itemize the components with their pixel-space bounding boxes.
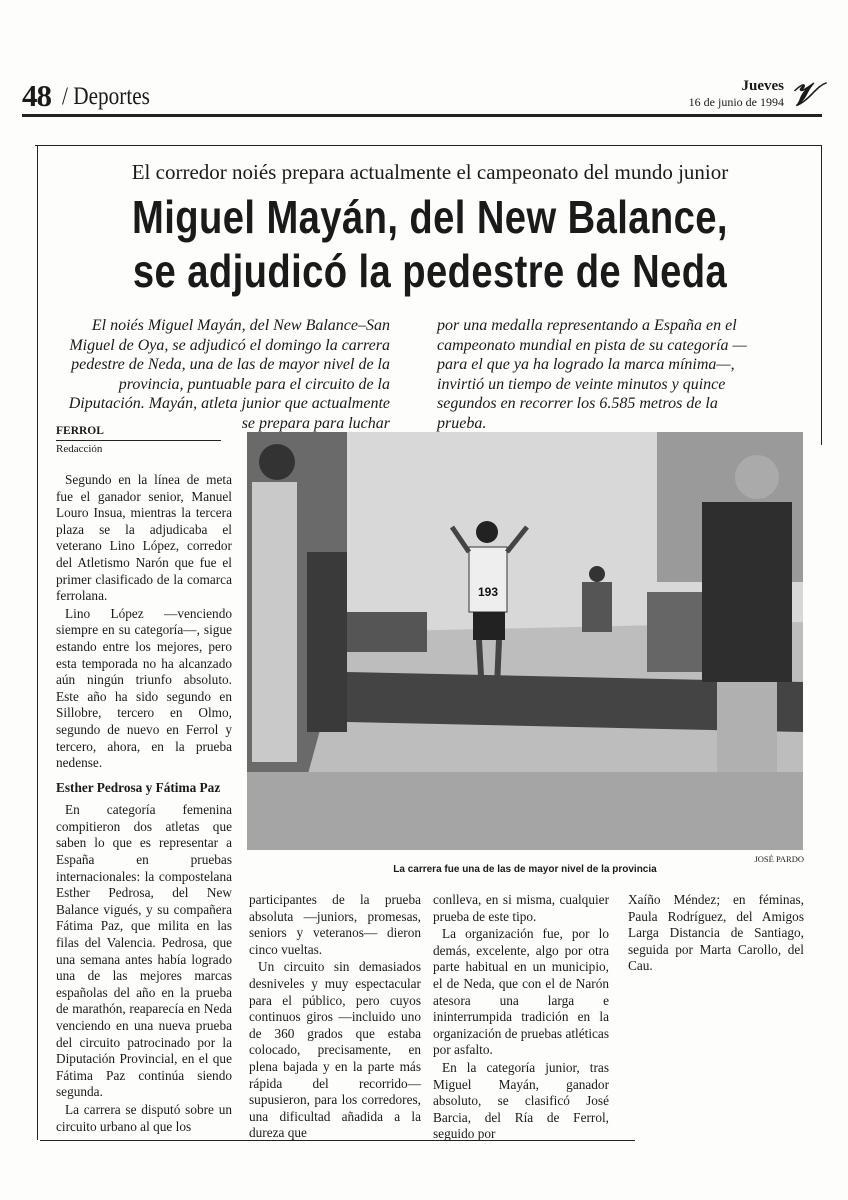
paragraph: En la categoría junior, tras Miguel Mayán, ganador absoluto, se clasificó José Barcia, del Ría de Ferrol, seguido por <box>433 1059 609 1142</box>
byline: Redacción <box>56 443 103 455</box>
lede-text: El noiés Miguel Mayán, del New Balance–San Miguel de Oya, se adjudicó el domingo la carrera pedestre de Neda, una de las de mayor nivel de la provincia, puntuable para el circuito de la Diputación. Mayán, atleta junior que actualmente se prepara para luchar <box>68 317 390 432</box>
paragraph: Lino López —venciendo siempre en su categoría—, sigue estando entre los mejores, pero esta temporada no ha alcanzado aún ningún triunfo absoluto. Este año ha sido segundo en Sillobre, tercero en Olmo, segundo de nuevo en Ferrol y tercero, ahora, en la prueba nedense. <box>56 605 232 771</box>
page-number: 48 <box>22 78 51 113</box>
frame-right <box>821 145 822 445</box>
issue-date: 16 de junio de 1994 <box>688 95 784 109</box>
column-2 <box>249 892 421 1143</box>
paragraph: Un circuito sin demasiados desniveles y muy espectacular para el público, pero cuyos continuos giros —incluido uno de 360 grados que estaba colocado, precisamente, en plena bajada y en la parte más rápida del recorrido— supusieron, para los corredores, una dificultad añadida a la dureza que <box>249 959 421 1141</box>
bib-number: 193 <box>477 585 499 599</box>
header-rule <box>22 114 822 117</box>
paragraph: conlleva, en si misma, cualquier prueba de este tipo. <box>433 892 609 924</box>
paragraph: Xaíño Méndez; en féminas, Paula Rodríguez, del Amigos Larga Distancia de Santiago, seguida por Marta Carollo, del Cau. <box>628 892 804 974</box>
column-1 <box>56 472 232 1136</box>
lede-left <box>55 316 390 433</box>
paragraph: participantes de la prueba absoluta —juniors, promesas, seniors y veteranos— dieron cinco vueltas. <box>249 892 421 957</box>
frame-top <box>35 145 822 146</box>
newspaper-logo: 𝒱 <box>790 76 817 112</box>
dateline: FERROL <box>56 425 104 437</box>
race-photo-image <box>247 432 803 850</box>
kicker: El corredor noiés prepara actualmente el campeonato del mundo junior <box>131 160 729 184</box>
headline-line-1: Miguel Mayán, del New Balance, <box>132 191 728 243</box>
photo-credit: JOSÉ PARDO <box>754 854 804 864</box>
subheading: Esther Pedrosa y Fátima Paz <box>56 779 221 795</box>
byline-rule <box>56 440 221 441</box>
issue-day: Jueves <box>741 78 784 94</box>
paragraph: La carrera se disputó sobre un circuito urbano al que los <box>56 1101 232 1134</box>
headline-line-2: se adjudicó la pedestre de Neda <box>132 245 728 297</box>
column-3 <box>433 892 609 1144</box>
photo-caption: La carrera fue una de las de mayor nivel de la provincia <box>393 864 657 875</box>
race-photo <box>247 432 803 850</box>
frame-left <box>37 145 38 1140</box>
paragraph: Segundo en la línea de meta fue el ganador senior, Manuel Louro Insua, mientras la tercera plaza se la adjudicaba el veterano Lino López, corredor del Atletismo Narón que fue el primer clasificado de la comarca ferrolana. <box>56 472 232 604</box>
paragraph: En categoría femenina compitieron dos atletas que saben lo que es representar a España en pruebas internacionales: la compostelana Esther Pedrosa, del New Balance vigués, y su compañera Fátima Paz, que milita en las filas del Valencia. Pedrosa, que una semana antes había logrado una de las mejores marcas españolas del año en la prueba de marathón, reaparecía en Neda venciendo en una nueva prueba del circuito patrocinado por la Diputación Provincial, en el que Fátima Paz continúa siendo segunda. <box>56 802 232 1100</box>
paragraph: La organización fue, por lo demás, excelente, algo por otra parte habitual en un municipio, el de Neda, que con el de Narón atesora una larga e ininterrumpida tradición en la organización de pruebas atléticas por asfalto. <box>433 926 609 1058</box>
lede-text: por una medalla representando a España en el campeonato mundial en pista de su categoría —para el que ya ha logrado la marca mínima—, invirtió un tiempo de veinte minutos y quince segundos en recorrer los 6.585 metros de la prueba. <box>437 317 747 432</box>
column-4 <box>628 892 804 976</box>
section-name: / Deportes <box>62 83 150 110</box>
lede-right <box>437 316 767 433</box>
